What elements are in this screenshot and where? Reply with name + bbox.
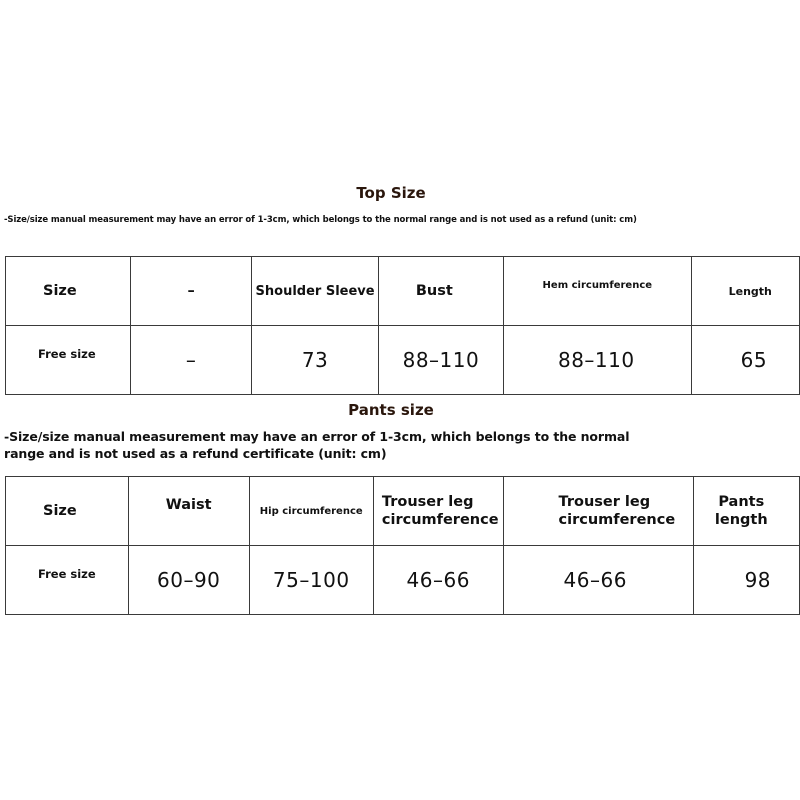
header-trouser-leg-circumference: Trouser leg circumference (373, 477, 503, 546)
cell-dash: – (130, 326, 251, 395)
cell-trouser-leg-circumference-2: 46–66 (503, 546, 693, 615)
header-shoulder-sleeve: Shoulder Sleeve (252, 257, 379, 326)
cell-shoulder-sleeve: 73 (252, 326, 379, 395)
top-size-table (5, 256, 800, 395)
table-row (6, 326, 800, 395)
cell-hem-circumference: 88–110 (503, 326, 691, 395)
header-bust: Bust (378, 257, 503, 326)
row-label-free-size: Free size (6, 326, 131, 395)
cell-waist: 60–90 (128, 546, 249, 615)
cell-hip-circumference: 75–100 (249, 546, 373, 615)
header-waist: Waist (128, 477, 249, 546)
table-row (6, 546, 800, 615)
pants-size-title: Pants size (348, 401, 434, 419)
header-pants-length: Pants length (693, 477, 799, 546)
cell-bust: 88–110 (378, 326, 503, 395)
cell-trouser-leg-circumference: 46–66 (373, 546, 503, 615)
cell-pants-length: 98 (693, 546, 799, 615)
table-header-row (6, 257, 800, 326)
top-size-note: -Size/size manual measurement may have an error of 1-3cm, which belongs to the normal range and is not used as a refund (unit: cm) (4, 215, 637, 225)
pants-size-note-line-1: -Size/size manual measurement may have an error of 1-3cm, which belongs to the normal (4, 429, 630, 444)
pants-size-table (5, 476, 800, 615)
header-hem-circumference: Hem circumference (503, 257, 691, 326)
header-trouser-leg-circumference-2: Trouser leg circumference (503, 477, 693, 546)
row-label-free-size: Free size (6, 546, 129, 615)
header-hip-circumference: Hip circumference (249, 477, 373, 546)
header-size: Size (6, 257, 131, 326)
pants-size-note-line-2: range and is not used as a refund certificate (unit: cm) (4, 446, 387, 461)
header-length: Length (691, 257, 799, 326)
header-dash: – (130, 257, 251, 326)
cell-length: 65 (691, 326, 799, 395)
table-header-row (6, 477, 800, 546)
top-size-title: Top Size (356, 184, 426, 202)
header-size: Size (6, 477, 129, 546)
